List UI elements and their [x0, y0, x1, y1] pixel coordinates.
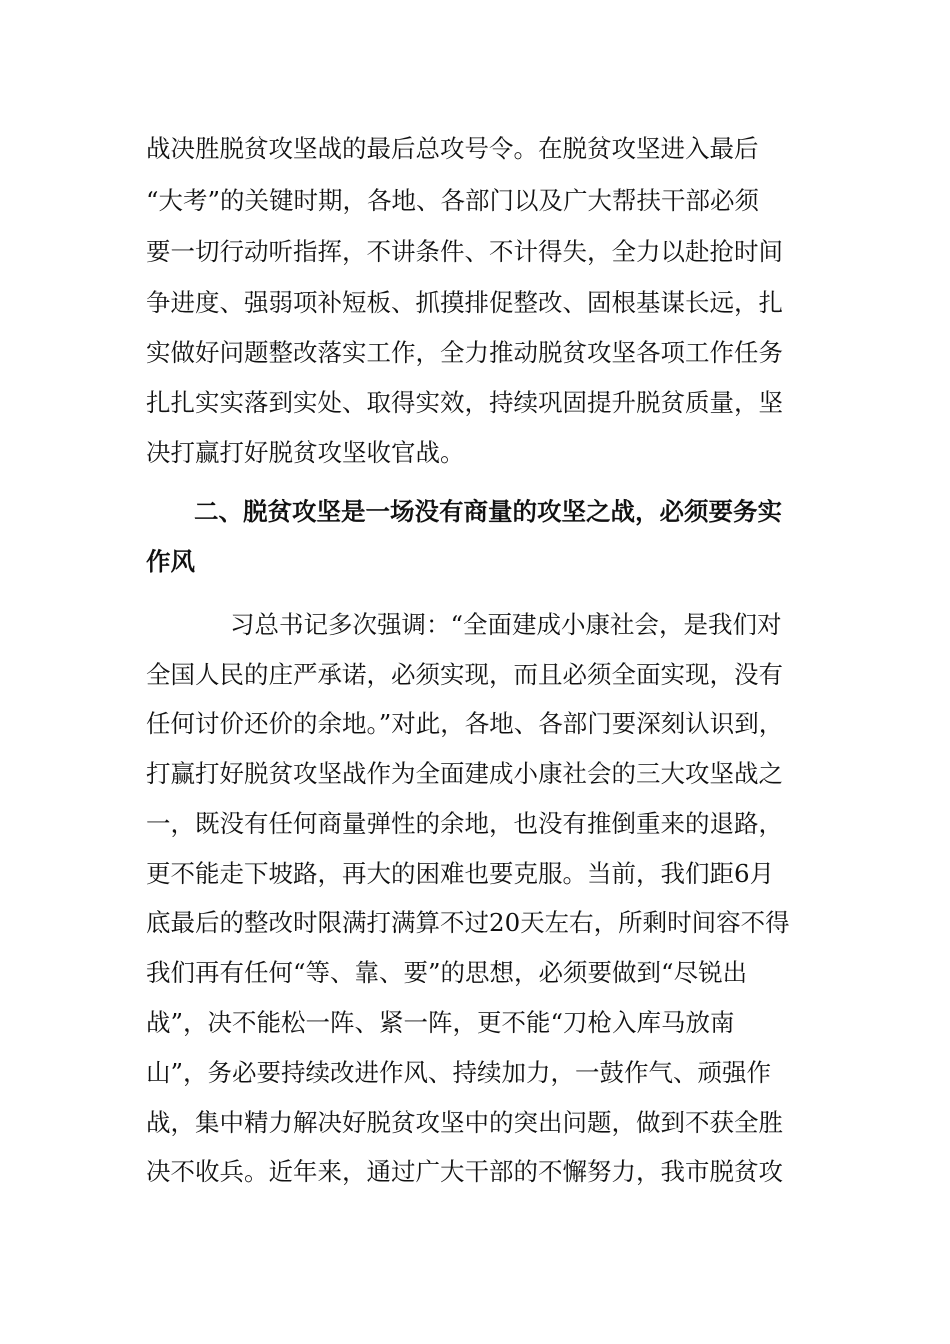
text-line: 全国人民的庄严承诺，必须实现，而且必须全面实现，没有: [146, 660, 783, 689]
text-line: 战，集中精力解决好脱贫攻坚中的突出问题，做到不获全胜: [146, 1108, 783, 1137]
text-line: 习总书记多次强调：“全面建成小康社会，是我们对: [230, 610, 782, 639]
text-line: 扎扎实实落到实处、取得实效，持续巩固提升脱贫质量，坚: [146, 388, 783, 417]
text-line: 我们再有任何“等、靠、要”的思想，必须要做到“尽锐出: [146, 958, 748, 987]
text-line: 决不收兵。近年来，通过广大干部的不懈努力，我市脱贫攻: [146, 1157, 783, 1186]
text-line: “大考”的关键时期，各地、各部门以及广大帮扶干部必须: [146, 186, 760, 215]
text-line: 山”，务必要持续改进作风、持续加力，一鼓作气、顽强作: [146, 1058, 772, 1087]
text-line: 实做好问题整改落实工作，全力推动脱贫攻坚各项工作任务: [146, 338, 783, 367]
text-line: 战决胜脱贫攻坚战的最后总攻号令。在脱贫攻坚进入最后: [146, 134, 759, 163]
text-line: 决打赢打好脱贫攻坚收官战。: [146, 438, 465, 467]
text-line: 争进度、强弱项补短板、抓摸排促整改、固根基谋长远，扎: [146, 288, 783, 317]
text-line: 任何讨价还价的余地。”对此，各地、各部门要深刻认识到，: [146, 709, 784, 738]
text-line: 更不能走下坡路，再大的困难也要克服。当前，我们距6月: [146, 859, 775, 888]
heading-line: 二、脱贫攻坚是一场没有商量的攻坚之战，必须要务实: [194, 497, 782, 526]
text-line: 打赢打好脱贫攻坚战作为全面建成小康社会的三大攻坚战之: [146, 759, 783, 788]
text-line: 战”，决不能松一阵、紧一阵，更不能“刀枪入库马放南: [146, 1008, 735, 1037]
text-line: 底最后的整改时限满打满算不过20天左右，所剩时间容不得: [146, 908, 790, 937]
text-line: 要一切行动听指挥，不讲条件、不计得失，全力以赴抢时间: [146, 237, 783, 266]
text-line: 一，既没有任何商量弹性的余地，也没有推倒重来的退路，: [146, 809, 783, 838]
heading-line: 作风: [146, 547, 195, 576]
